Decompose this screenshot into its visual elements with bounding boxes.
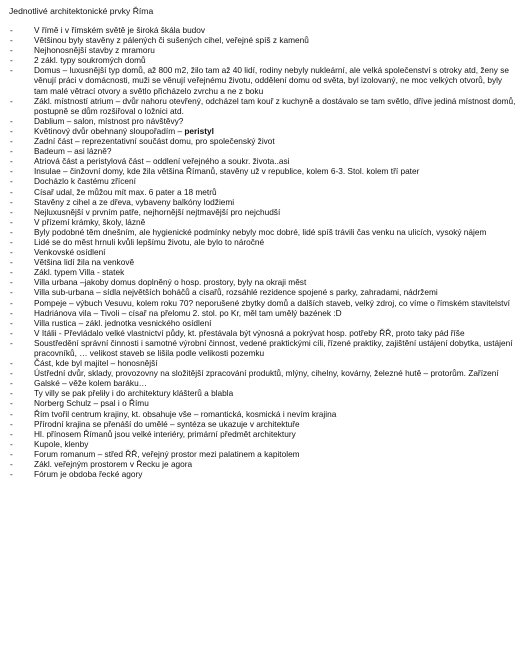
list-item-text: V Itálii - Převládalo velké vlastnictví půdy, kt. přestávala být výnosná a pokrývat hosp. potřeby ŘŘ, proto taky pád říše <box>34 327 465 338</box>
bullet-marker: - <box>10 55 13 66</box>
list-item-text: Forum romanum – střed ŘŘ, veřejný prostor mezi palatinem a kapitolem <box>34 448 300 459</box>
list-item <box>10 166 518 176</box>
bullet-marker: - <box>10 156 13 167</box>
list-item-text: Zákl. místností atrium – dvůr nahoru otevřený, odcházel tam kouř z kuchyně a dostávalo se tam světlo, dříve jediná místnost domů, postupně se dům rozšiřoval o ložnici atd. <box>34 95 516 116</box>
list-item <box>10 237 518 247</box>
list-item-text: Přírodní krajina se přenáší do umělé – syntéza se ukazuje v architektuře <box>34 418 300 429</box>
list-item-text: Villa sub-urbana – sídla největších boháčů a císařů, rozsáhlé rezidence spojené s parky, zahradami, nádržemi <box>34 287 438 298</box>
list-item-text: Nejhonosnější stavby z mramoru <box>34 45 155 56</box>
list-item-text: V římě i v římském světě je široká škála budov <box>34 25 206 35</box>
list-item-text: Soustředění správní činnosti i samotné výrobní činnost, vedené praktickými cíli, řízené praktiky, zajištění ustájení dobytka, ustájení pracovníků, … velikost staveb se lišila podle velikosti pozemku <box>34 337 513 358</box>
list-item <box>10 257 518 267</box>
bullet-marker: - <box>10 327 13 338</box>
bullet-marker: - <box>10 307 13 318</box>
bullet-marker: - <box>10 176 13 187</box>
list-item <box>10 55 518 65</box>
list-item-text: Císař udal, že můžou mít max. 6 pater a 18 metrů <box>34 186 217 197</box>
list-item-text: Pompeje – výbuch Vesuvu, kolem roku 70? neporušené zbytky domů a dalších staveb, velký zdroj, co víme o římském stavitelství <box>34 297 510 308</box>
list-item <box>10 197 518 207</box>
list-item-text: Zákl. typem Villa - statek <box>34 267 125 278</box>
list-item-text: Villa rustica – zákl. jednotka vesnického osídlení <box>34 317 212 328</box>
bullet-marker: - <box>10 388 13 399</box>
bullet-marker: - <box>10 277 13 288</box>
bullet-marker: - <box>10 448 13 459</box>
list-item <box>10 207 518 217</box>
list-item <box>10 267 518 277</box>
bullet-marker: - <box>10 35 13 46</box>
list-item <box>10 187 518 197</box>
bullet-marker: - <box>10 125 13 136</box>
list-item <box>10 388 518 398</box>
list-item <box>10 65 518 95</box>
bullet-marker: - <box>10 297 13 308</box>
bullet-marker: - <box>10 206 13 217</box>
list-item <box>10 116 518 126</box>
list-item <box>10 35 518 45</box>
bullet-marker: - <box>10 166 13 177</box>
bullet-marker: - <box>10 115 13 126</box>
list-item-text: Kupole, klenby <box>34 438 89 449</box>
list-item-bold-text: peristyl <box>184 125 214 136</box>
document-title: Jednotlivé architektonické prvky Říma <box>9 6 154 16</box>
list-item <box>10 409 518 419</box>
list-item-text: Norberg Schulz – psal i o Římu <box>34 398 149 409</box>
bullet-marker: - <box>10 459 13 470</box>
bullet-marker: - <box>10 247 13 258</box>
list-item-text: Atriová část a peristylová část – oddlení veřejného a soukr. života..asi <box>34 156 290 167</box>
list-item-text: Dablium – salon, místnost pro návštěvy? <box>34 115 184 126</box>
list-item-text: Docházlo k častému zřícení <box>34 176 136 187</box>
bullet-marker: - <box>10 257 13 268</box>
list-item-text: Část, kde byl majitel – honosnější <box>34 358 158 369</box>
list-item-text: Zadní část – reprezentativní součást domu, pro společenský život <box>34 136 275 147</box>
bullet-marker: - <box>10 398 13 409</box>
list-item <box>10 25 518 35</box>
list-item <box>10 298 518 308</box>
list-item-text: Fórum je obdoba řecké agory <box>34 469 143 480</box>
list-item <box>10 459 518 469</box>
list-item <box>10 136 518 146</box>
list-item <box>10 419 518 429</box>
bullet-marker: - <box>10 146 13 157</box>
list-item-text: V přízemí krámky, školy, lázně <box>34 216 146 227</box>
list-item <box>10 439 518 449</box>
list-item-text: Řím tvořil centrum krajiny, kt. obsahuje vše – romantická, kosmická i nevím krajina <box>34 408 337 419</box>
list-item <box>10 277 518 287</box>
bullet-marker: - <box>10 287 13 298</box>
list-item <box>10 328 518 338</box>
bullet-marker: - <box>10 45 13 56</box>
list-item-text: Venkovské osídlení <box>34 247 106 258</box>
bullet-marker: - <box>10 25 13 35</box>
list-item-text: Hl. přínosem Římanů jsou velké interiéry, primární předmět architektury <box>34 428 296 439</box>
bullet-marker: - <box>10 95 13 106</box>
bullet-marker: - <box>10 418 13 429</box>
list-item-text: Nejluxusnější v prvním patře, nejhornější nejtmavější pro nejchudší <box>34 206 281 217</box>
list-item-text: Lidé se do měst hrnuli kvůli lepšímu životu, ale bylo to náročné <box>34 236 265 247</box>
bullet-marker: - <box>10 337 13 348</box>
list-item <box>10 338 518 358</box>
list-item <box>10 96 518 116</box>
bullet-marker: - <box>10 65 13 76</box>
bullet-marker: - <box>10 196 13 207</box>
bullet-marker: - <box>10 368 13 379</box>
list-item-text: Villa urbana –jakoby domus doplněný o hosp. prostory, byly na okraji měst <box>34 277 307 288</box>
list-item-text: Byly podobné těm dnešním, ale hygienické podmínky nebyly moc dobré, lidé spíš trávili čas venku na ulicích, vysoký nájem <box>34 226 487 237</box>
bullet-list <box>10 25 518 479</box>
bullet-marker: - <box>10 317 13 328</box>
bullet-marker: - <box>10 216 13 227</box>
bullet-marker: - <box>10 136 13 147</box>
list-item-text: Většinou byly stavěny z pálených či sušených cihel, veřejné spíš z kamenů <box>34 35 309 46</box>
bullet-marker: - <box>10 469 13 480</box>
bullet-marker: - <box>10 438 13 449</box>
list-item <box>10 318 518 328</box>
list-item <box>10 176 518 186</box>
list-item <box>10 287 518 297</box>
list-item <box>10 368 518 378</box>
list-item-text: Hadriánova vila – Tivoli – císař na přelomu 2. stol. po Kr, měl tam umělý bazének :D <box>34 307 342 318</box>
list-item-text: Stavěny z cihel a ze dřeva, vybaveny balkóny lodžiemi <box>34 196 235 207</box>
list-item <box>10 217 518 227</box>
list-item <box>10 227 518 237</box>
list-item <box>10 469 518 479</box>
list-item-text: Většina lidí žila na venkově <box>34 257 135 268</box>
list-item-text: Galské – věže kolem baráku… <box>34 378 147 389</box>
bullet-marker: - <box>10 226 13 237</box>
list-item <box>10 429 518 439</box>
list-item-text: Badeum – asi lázně? <box>34 146 112 157</box>
bullet-marker: - <box>10 186 13 197</box>
list-item <box>10 308 518 318</box>
list-item <box>10 378 518 388</box>
list-item <box>10 45 518 55</box>
list-item-text: Insulae – činžovní domy, kde žila většina Římanů, stavěny už v republice, kolem 6-3. Stol. kolem tří pater <box>34 166 420 177</box>
list-item <box>10 247 518 257</box>
list-item-text: Domus – luxusnější typ domů, až 800 m2, žilo tam až 40 lidí, rodiny nebyly nukleární, ale velká společenství s otroky atd, ženy se věnují práci v domácnosti, muži se věnují veřejnému životu, oddělení domu od světa, byl izolovaný, ne moc velkých otvorů, byly tam malé větrací otvory a světlo přicházelo zvrchu a ne z boku <box>34 65 510 96</box>
list-item-text: Zákl. veřejným prostorem v Řecku je agora <box>34 459 193 470</box>
bullet-marker: - <box>10 267 13 278</box>
list-item-text: Ty villy se pak přeliły i do architektury klášterů a blabla <box>34 388 234 399</box>
bullet-marker: - <box>10 428 13 439</box>
list-item <box>10 126 518 136</box>
list-item-text: Ústřední dvůr, sklady, provozovny na složitější zpracování produktů, mlýny, cihelny, kovárny, železné hutě – protorům. Zařízení <box>34 368 499 379</box>
list-item-text: Květinový dvůr obehnaný sloupořadím – <box>34 125 185 136</box>
list-item <box>10 398 518 408</box>
list-item <box>10 146 518 156</box>
list-item <box>10 156 518 166</box>
bullet-marker: - <box>10 358 13 369</box>
list-item <box>10 358 518 368</box>
list-item-text: 2 zákl. typy soukromých domů <box>34 55 146 66</box>
bullet-marker: - <box>10 378 13 389</box>
list-item <box>10 449 518 459</box>
bullet-marker: - <box>10 236 13 247</box>
bullet-marker: - <box>10 408 13 419</box>
